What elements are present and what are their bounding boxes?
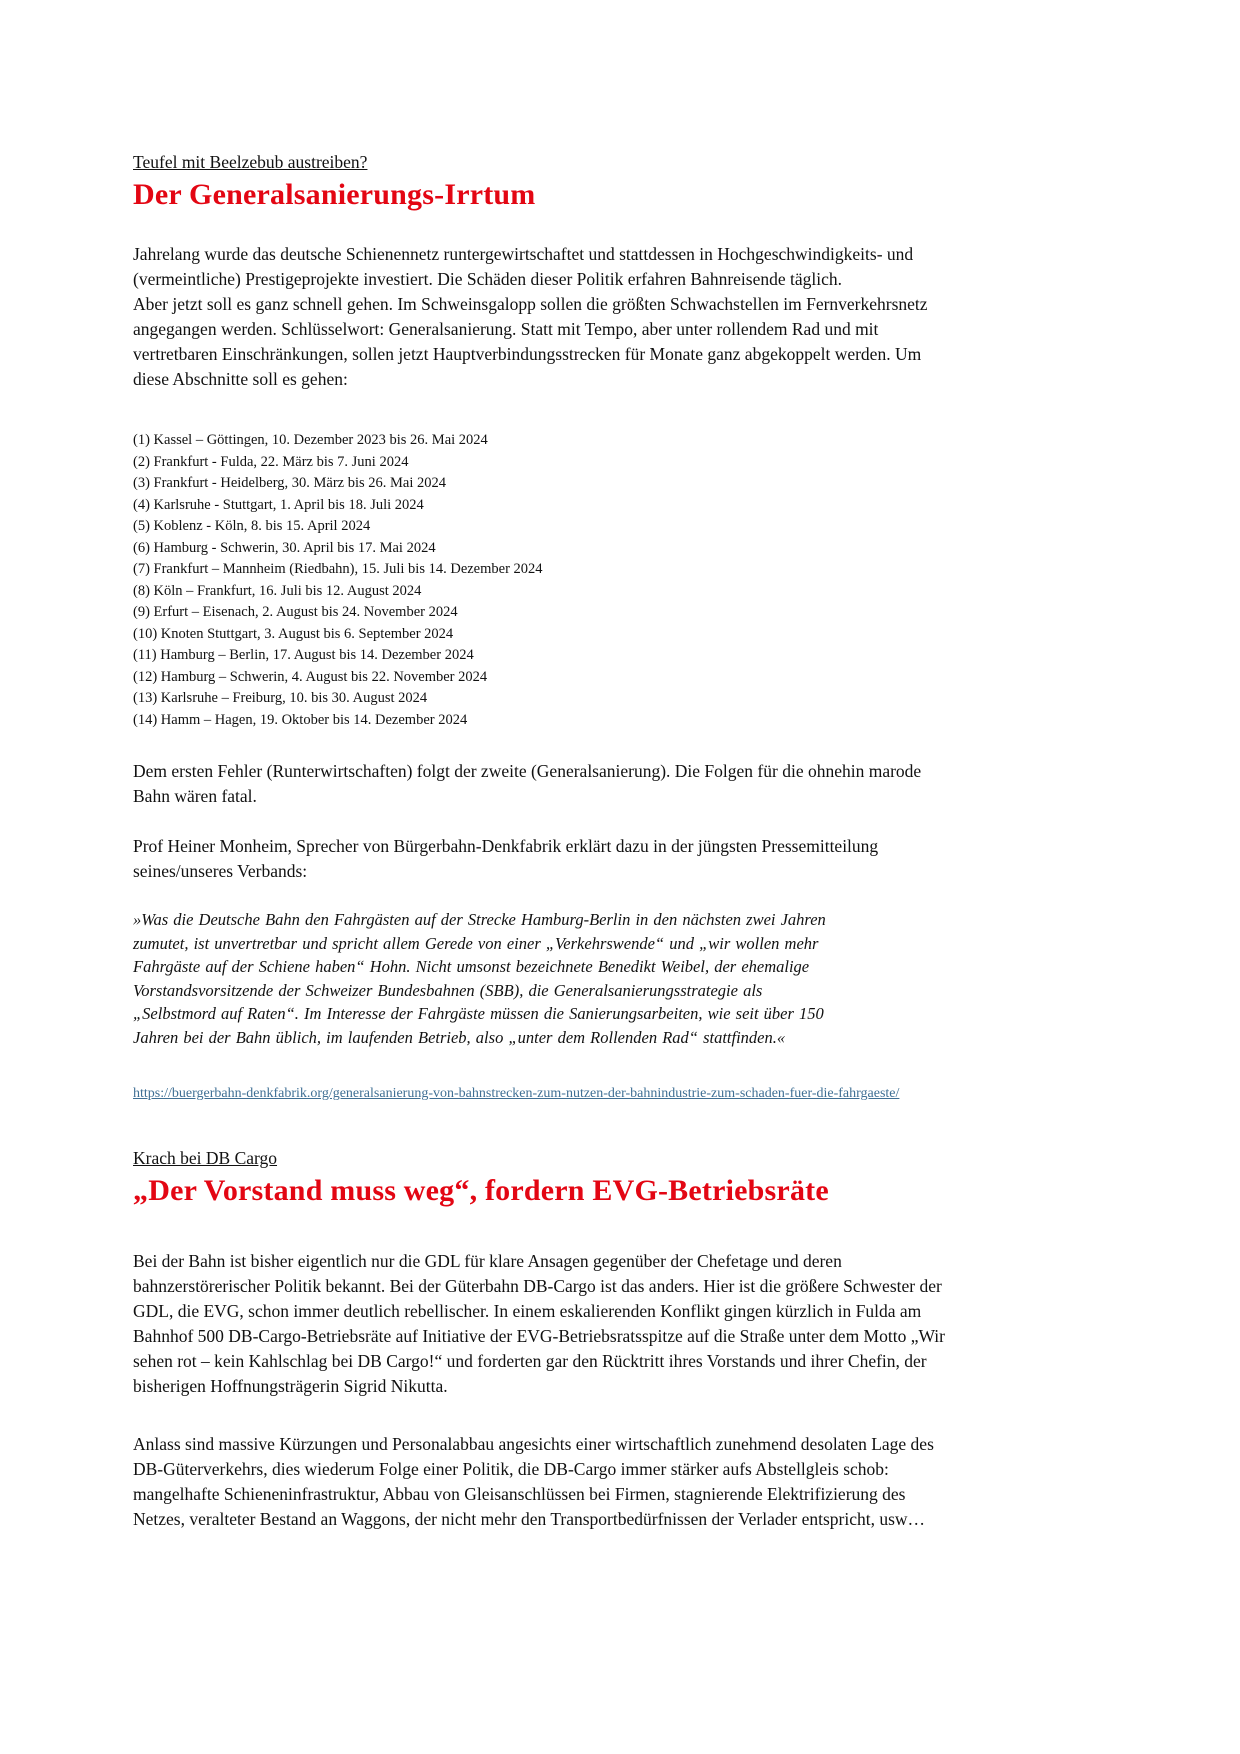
route-list-item: (7) Frankfurt – Mannheim (Riedbahn), 15. Juli bis 14. Dezember 2024 xyxy=(133,561,543,577)
route-list-item: (13) Karlsruhe – Freiburg, 10. bis 30. August 2024 xyxy=(133,690,428,706)
article1-monheim-paragraph: Prof Heiner Monheim, Sprecher von Bürgerbahn-Denkfabrik erklärt dazu in der jüngsten Pressemitteilung seines/unseres Verbands: xyxy=(133,836,879,881)
route-list xyxy=(133,430,993,731)
route-list-item: (1) Kassel – Göttingen, 10. Dezember 2023 bis 26. Mai 2024 xyxy=(133,432,488,448)
article1-intro-paragraph-2: Aber jetzt soll es ganz schnell gehen. Im Schweinsgalopp sollen die größten Schwachstellen im Fernverkehrsnetz angegangen werden. Schlüsselwort: Generalsanierung. Statt mit Tempo, aber unter rollendem Rad und mit vertretbaren Einschränkungen, sollen jetzt Hauptverbindungsstrecken für Monate ganz abgekoppelt werden. Um diese Abschnitte soll es gehen: xyxy=(133,294,928,389)
route-list-item: (3) Frankfurt - Heidelberg, 30. März bis 26. Mai 2024 xyxy=(133,475,447,491)
route-list-item: (9) Erfurt – Eisenach, 2. August bis 24. November 2024 xyxy=(133,604,458,620)
press-release-link[interactable]: https://buergerbahn-denkfabrik.org/generalsanierung-von-bahnstrecken-zum-nutzen-der-bahnindustrie-zum-schaden-fuer-die-fahrgaeste/ xyxy=(133,1086,900,1101)
article2-paragraph-1: Bei der Bahn ist bisher eigentlich nur die GDL für klare Ansagen gegenüber der Chefetage und deren bahnzerstörerischer Politik bekannt. Bei der Güterbahn DB-Cargo ist das anders. Hier ist die größere Schwester der GDL, die EVG, schon immer deutlich rebellischer. In einem eskalierenden Konflikt gingen kürzlich in Fulda am Bahnhof 500 DB-Cargo-Betriebsräte auf Initiative der EVG-Betriebsratsspitze auf die Straße unter dem Motto „Wir sehen rot – kein Kahlschlag bei DB Cargo!“ und forderten gar den Rücktritt ihres Vorstands und ihrer Chefin, der bisherigen Hoffnungsträgerin Sigrid Nikutta. xyxy=(133,1251,945,1396)
route-list-item: (4) Karlsruhe - Stuttgart, 1. April bis 18. Juli 2024 xyxy=(133,496,424,513)
route-list-item: (12) Hamburg – Schwerin, 4. August bis 22. November 2024 xyxy=(133,668,488,685)
article1-intro-paragraph-1: Jahrelang wurde das deutsche Schienennetz runtergewirtschaftet und stattdessen in Hochgeschwindigkeits- und (vermeintliche) Prestigeprojekte investiert. Die Schäden dieser Politik erfahren Bahnreisende täglich. xyxy=(133,244,914,289)
article1-title: Der Generalsanierungs-Irrtum xyxy=(133,178,536,211)
route-list-item: (6) Hamburg - Schwerin, 30. April bis 17. Mai 2024 xyxy=(133,539,436,556)
route-list-item: (5) Koblenz - Köln, 8. bis 15. April 2024 xyxy=(133,518,371,534)
route-list-item: (11) Hamburg – Berlin, 17. August bis 14. Dezember 2024 xyxy=(133,647,474,663)
article1-conclusion-paragraph: Dem ersten Fehler (Runterwirtschaften) folgt der zweite (Generalsanierung). Die Folgen für die ohnehin marode Bahn wären fatal. xyxy=(133,761,922,806)
article2-paragraph-2: Anlass sind massive Kürzungen und Personalabbau angesichts einer wirtschaftlich zunehmend desolaten Lage des DB-Güterverkehrs, dies wiederum Folge einer Politik, die DB-Cargo immer stärker aufs Abstellgleis schob: mangelhafte Schieneninfrastruktur, Abbau von Gleisanschlüssen bei Firmen, stagnierende Elektrifizierung des Netzes, veralteter Bestand an Waggons, der nicht mehr den Transportbedürfnissen der Verlader entspricht, usw… xyxy=(133,1434,934,1529)
route-list-item: (14) Hamm – Hagen, 19. Oktober bis 14. Dezember 2024 xyxy=(133,711,468,728)
route-list-item: (10) Knoten Stuttgart, 3. August bis 6. September 2024 xyxy=(133,625,454,642)
article2-title: „Der Vorstand muss weg“, fordern EVG-Betriebsräte xyxy=(133,1174,829,1207)
article2-kicker: Krach bei DB Cargo xyxy=(133,1148,278,1168)
monheim-quote: »Was die Deutsche Bahn den Fahrgästen auf der Strecke Hamburg-Berlin in den nächsten zwei Jahren zumutet, ist unvertretbar und spricht allem Gerede von einer „Verkehrswende“ und „wir wollen mehr Fahrgäste auf der Schiene haben“ Hohn. Nicht umsonst bezeichnete Benedikt Weibel, der ehemalige Vorstandsvorsitzende der Schweizer Bundesbahnen (SBB), die Generalsanierungsstrategie als „Selbstmord auf Raten“. Im Interesse der Fahrgäste müssen die Sanierungsarbeiten, wie seit über 150 Jahren bei der Bahn üblich, im laufenden Betrieb, also „unter dem Rollenden Rad“ stattfinden.« xyxy=(133,910,826,1047)
route-list-item: (8) Köln – Frankfurt, 16. Juli bis 12. August 2024 xyxy=(133,582,422,599)
route-list-item: (2) Frankfurt - Fulda, 22. März bis 7. Juni 2024 xyxy=(133,453,409,470)
article1-kicker: Teufel mit Beelzebub austreiben? xyxy=(133,152,368,172)
